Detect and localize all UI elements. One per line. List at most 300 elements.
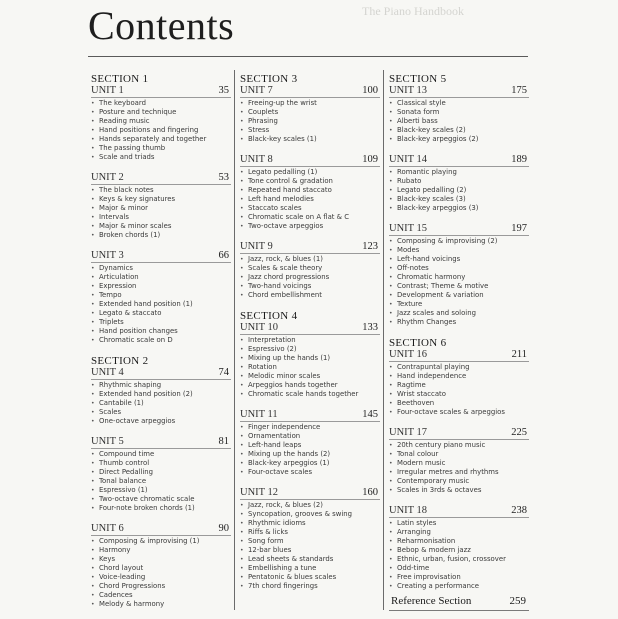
- topic-text: Expression: [99, 282, 137, 290]
- topic-item: [91, 231, 231, 240]
- bullet-icon: •: [91, 109, 95, 116]
- bullet-icon: •: [91, 205, 95, 212]
- unit-block: [91, 436, 231, 513]
- bullet-icon: •: [389, 451, 393, 458]
- bullet-icon: •: [91, 565, 95, 572]
- unit-number: UNIT 16: [389, 349, 428, 360]
- bullet-icon: •: [389, 400, 393, 407]
- unit-number: UNIT 13: [389, 85, 428, 96]
- topic-text: Latin styles: [397, 519, 437, 527]
- unit-number: UNIT 6: [91, 523, 124, 534]
- bullet-icon: •: [91, 601, 95, 608]
- bullet-icon: •: [389, 109, 393, 116]
- topic-text: Reharmonisation: [397, 537, 456, 545]
- topic-item: [240, 108, 380, 117]
- topic-text: Ornamentation: [248, 432, 301, 440]
- topic-item: [240, 423, 380, 432]
- bullet-icon: •: [389, 583, 393, 590]
- topic-list: [91, 264, 231, 345]
- bullet-icon: •: [91, 214, 95, 221]
- topic-text: Left-hand voicings: [397, 255, 461, 263]
- reference-section-page: 259: [509, 595, 526, 607]
- bullet-icon: •: [91, 478, 95, 485]
- topic-item: [389, 408, 529, 417]
- topic-text: Black-key scales (1): [248, 135, 317, 143]
- topic-text: Free improvisation: [397, 573, 461, 581]
- topic-list: [389, 168, 529, 213]
- bullet-icon: •: [240, 529, 244, 536]
- unit-header[interactable]: [240, 487, 380, 500]
- unit-block: [91, 85, 231, 162]
- topic-list: [240, 168, 380, 231]
- section-title: SECTION 6: [389, 337, 447, 349]
- unit-block: [389, 85, 529, 144]
- topic-item: [240, 432, 380, 441]
- topic-text: Interpretation: [248, 336, 296, 344]
- bullet-icon: •: [240, 382, 244, 389]
- topic-list: [91, 450, 231, 513]
- topic-text: Two-octave chromatic scale: [99, 495, 195, 503]
- unit-header[interactable]: [389, 223, 529, 236]
- bullet-icon: •: [91, 583, 95, 590]
- topic-item: [240, 519, 380, 528]
- topic-text: Two-hand voicings: [248, 282, 312, 290]
- bullet-icon: •: [240, 424, 244, 431]
- unit-number: UNIT 18: [389, 505, 428, 516]
- topic-item: [240, 372, 380, 381]
- topic-text: Repeated hand staccato: [248, 186, 332, 194]
- topic-text: Rhythmic idioms: [248, 519, 306, 527]
- topic-text: Two-octave arpeggios: [248, 222, 324, 230]
- topic-item: [389, 108, 529, 117]
- topic-text: Black-key arpeggios (1): [248, 459, 330, 467]
- topic-text: Irregular metres and rhythms: [397, 468, 499, 476]
- bullet-icon: •: [389, 529, 393, 536]
- bullet-icon: •: [240, 565, 244, 572]
- bullet-icon: •: [389, 310, 393, 317]
- topic-item: [91, 417, 231, 426]
- unit-block: [91, 172, 231, 240]
- topic-item: [240, 135, 380, 144]
- topic-text: Extended hand position (2): [99, 390, 193, 398]
- bullet-icon: •: [91, 538, 95, 545]
- bullet-icon: •: [240, 364, 244, 371]
- topic-text: The keyboard: [99, 99, 146, 107]
- topic-item: [389, 195, 529, 204]
- bullet-icon: •: [91, 496, 95, 503]
- bullet-icon: •: [240, 433, 244, 440]
- bullet-icon: •: [91, 265, 95, 272]
- topic-item: [240, 255, 380, 264]
- bullet-icon: •: [91, 301, 95, 308]
- topic-item: [240, 468, 380, 477]
- topic-text: Bebop & modern jazz: [397, 546, 471, 554]
- topic-item: [91, 135, 231, 144]
- unit-block: [389, 427, 529, 495]
- topic-text: Espressivo (2): [248, 345, 297, 353]
- unit-header[interactable]: [91, 436, 231, 449]
- bullet-icon: •: [91, 310, 95, 317]
- unit-header[interactable]: [91, 367, 231, 380]
- topic-text: Composing & improvising (2): [397, 237, 498, 245]
- topic-text: Arranging: [397, 528, 431, 536]
- topic-text: Melody & harmony: [99, 600, 165, 608]
- topic-text: Contemporary music: [397, 477, 470, 485]
- topic-text: One-octave arpeggios: [99, 417, 176, 425]
- unit-header[interactable]: [240, 85, 380, 98]
- topic-item: [91, 327, 231, 336]
- topic-item: [91, 309, 231, 318]
- topic-item: [91, 477, 231, 486]
- unit-header[interactable]: [389, 85, 529, 98]
- unit-page-number: 35: [218, 85, 229, 96]
- topic-item: [91, 537, 231, 546]
- topic-item: [240, 336, 380, 345]
- bullet-icon: •: [389, 178, 393, 185]
- topic-text: Compound time: [99, 450, 155, 458]
- topic-item: [389, 318, 529, 327]
- unit-header[interactable]: [240, 241, 380, 254]
- topic-item: [91, 108, 231, 117]
- bullet-icon: •: [389, 196, 393, 203]
- bullet-icon: •: [389, 565, 393, 572]
- topic-item: [91, 495, 231, 504]
- topic-text: Extended hand position (1): [99, 300, 193, 308]
- topic-item: [91, 222, 231, 231]
- unit-number: UNIT 7: [240, 85, 273, 96]
- topic-text: Major & minor scales: [99, 222, 172, 230]
- bullet-icon: •: [389, 319, 393, 326]
- topic-item: [240, 222, 380, 231]
- bullet-icon: •: [389, 442, 393, 449]
- unit-header[interactable]: [389, 427, 529, 440]
- unit-header[interactable]: [240, 322, 380, 335]
- topic-item: [91, 282, 231, 291]
- topic-list: [389, 363, 529, 417]
- topic-text: Major & minor: [99, 204, 148, 212]
- topic-text: Creating a performance: [397, 582, 480, 590]
- topic-text: Black-key arpeggios (3): [397, 204, 479, 212]
- bullet-icon: •: [91, 592, 95, 599]
- bullet-icon: •: [240, 502, 244, 509]
- topic-text: Hand position changes: [99, 327, 178, 335]
- bullet-icon: •: [240, 178, 244, 185]
- topic-text: Left hand melodies: [248, 195, 314, 203]
- topic-text: Romantic playing: [397, 168, 457, 176]
- topic-item: [240, 528, 380, 537]
- topic-item: [389, 441, 529, 450]
- topic-text: Four-octave scales: [248, 468, 313, 476]
- bullet-icon: •: [91, 556, 95, 563]
- bullet-icon: •: [389, 373, 393, 380]
- topic-item: [389, 363, 529, 372]
- topic-item: [389, 564, 529, 573]
- unit-page-number: 100: [362, 85, 378, 96]
- unit-number: UNIT 17: [389, 427, 428, 438]
- section-title: SECTION 1: [91, 73, 149, 85]
- bullet-icon: •: [389, 547, 393, 554]
- topic-list: [389, 441, 529, 495]
- topic-text: Chord layout: [99, 564, 144, 572]
- topic-item: [389, 246, 529, 255]
- topic-item: [240, 441, 380, 450]
- topic-item: [240, 459, 380, 468]
- bullet-icon: •: [91, 400, 95, 407]
- unit-page-number: 175: [511, 85, 527, 96]
- bullet-icon: •: [389, 409, 393, 416]
- topic-text: Finger independence: [248, 423, 321, 431]
- bullet-icon: •: [389, 127, 393, 134]
- topic-text: Mixing up the hands (1): [248, 354, 331, 362]
- topic-item: [240, 501, 380, 510]
- topic-item: [240, 177, 380, 186]
- bullet-icon: •: [91, 154, 95, 161]
- topic-text: Hands separately and together: [99, 135, 207, 143]
- unit-header[interactable]: [240, 409, 380, 422]
- bullet-icon: •: [389, 247, 393, 254]
- topic-item: [389, 273, 529, 282]
- unit-block: [240, 487, 380, 591]
- topic-text: Chord Progressions: [99, 582, 166, 590]
- topic-item: [240, 510, 380, 519]
- unit-header[interactable]: [389, 505, 529, 518]
- column-divider: [383, 70, 384, 610]
- unit-header[interactable]: [240, 154, 380, 167]
- bullet-icon: •: [389, 469, 393, 476]
- topic-text: Cadences: [99, 591, 133, 599]
- topic-item: [389, 381, 529, 390]
- topic-item: [240, 381, 380, 390]
- topic-text: Tone control & gradation: [248, 177, 333, 185]
- column-divider: [234, 70, 235, 610]
- unit-page-number: 90: [218, 523, 229, 534]
- bullet-icon: •: [240, 118, 244, 125]
- topic-text: Odd-time: [397, 564, 430, 572]
- topic-item: [240, 363, 380, 372]
- unit-page-number: 189: [511, 154, 527, 165]
- topic-text: Composing & improvising (1): [99, 537, 200, 545]
- topic-item: [389, 459, 529, 468]
- topic-text: Rubato: [397, 177, 422, 185]
- topic-text: Melodic minor scales: [248, 372, 321, 380]
- topic-list: [240, 255, 380, 300]
- unit-number: UNIT 14: [389, 154, 428, 165]
- bullet-icon: •: [91, 292, 95, 299]
- topic-item: [91, 381, 231, 390]
- bullet-icon: •: [240, 442, 244, 449]
- bullet-icon: •: [91, 187, 95, 194]
- unit-header[interactable]: [389, 349, 529, 362]
- topic-text: Black-key scales (2): [397, 126, 466, 134]
- topic-text: Syncopation, grooves & swing: [248, 510, 353, 518]
- topic-item: [389, 168, 529, 177]
- topic-text: Ragtime: [397, 381, 426, 389]
- bullet-icon: •: [91, 136, 95, 143]
- topic-item: [389, 264, 529, 273]
- topic-item: [91, 117, 231, 126]
- bullet-icon: •: [240, 127, 244, 134]
- topic-text: Jazz, rock, & blues (2): [248, 501, 323, 509]
- topic-text: Scale and triads: [99, 153, 155, 161]
- topic-item: [91, 468, 231, 477]
- topic-text: 20th century piano music: [397, 441, 486, 449]
- bullet-icon: •: [91, 319, 95, 326]
- topic-item: [389, 450, 529, 459]
- bullet-icon: •: [91, 487, 95, 494]
- bullet-icon: •: [91, 127, 95, 134]
- topic-text: Tonal colour: [397, 450, 439, 458]
- contents-column-1: [91, 68, 231, 619]
- unit-block: [91, 523, 231, 609]
- topic-text: Lead sheets & standards: [248, 555, 334, 563]
- bullet-icon: •: [91, 196, 95, 203]
- topic-text: Black-key arpeggios (2): [397, 135, 479, 143]
- topic-item: [240, 264, 380, 273]
- bullet-icon: •: [389, 100, 393, 107]
- topic-text: Chromatic harmony: [397, 273, 466, 281]
- unit-block: [389, 349, 529, 417]
- bullet-icon: •: [240, 346, 244, 353]
- bullet-icon: •: [389, 169, 393, 176]
- unit-header[interactable]: [91, 85, 231, 98]
- topic-text: Texture: [397, 300, 423, 308]
- topic-item: [389, 519, 529, 528]
- topic-text: Direct Pedalling: [99, 468, 154, 476]
- topic-item: [389, 399, 529, 408]
- unit-page-number: 123: [362, 241, 378, 252]
- topic-list: [389, 237, 529, 327]
- unit-header[interactable]: [389, 154, 529, 167]
- topic-text: Legato pedalling (2): [397, 186, 467, 194]
- topic-item: [389, 537, 529, 546]
- topic-item: [240, 573, 380, 582]
- bullet-icon: •: [240, 109, 244, 116]
- bullet-icon: •: [91, 223, 95, 230]
- topic-item: [389, 126, 529, 135]
- topic-text: Contrapuntal playing: [397, 363, 470, 371]
- unit-number: UNIT 1: [91, 85, 124, 96]
- contents-column-3: [389, 68, 529, 601]
- topic-text: Scales: [99, 408, 122, 416]
- unit-page-number: 66: [218, 250, 229, 261]
- topic-item: [240, 117, 380, 126]
- topic-item: [91, 213, 231, 222]
- topic-item: [389, 468, 529, 477]
- section-title: SECTION 5: [389, 73, 447, 85]
- topic-item: [240, 291, 380, 300]
- bullet-icon: •: [91, 274, 95, 281]
- bullet-icon: •: [240, 292, 244, 299]
- topic-text: Rotation: [248, 363, 277, 371]
- bullet-icon: •: [240, 256, 244, 263]
- topic-item: [91, 264, 231, 273]
- topic-item: [240, 168, 380, 177]
- topic-text: Jazz scales and soloing: [397, 309, 476, 317]
- topic-item: [91, 273, 231, 282]
- bullet-icon: •: [240, 274, 244, 281]
- unit-header[interactable]: [91, 172, 231, 185]
- bullet-icon: •: [240, 214, 244, 221]
- bullet-icon: •: [91, 283, 95, 290]
- unit-block: [389, 154, 529, 213]
- topic-text: Pentatonic & blues scales: [248, 573, 337, 581]
- topic-item: [91, 336, 231, 345]
- bullet-icon: •: [91, 505, 95, 512]
- bullet-icon: •: [240, 223, 244, 230]
- topic-text: Freeing-up the wrist: [248, 99, 317, 107]
- topic-item: [389, 186, 529, 195]
- topic-text: Jazz chord progressions: [248, 273, 330, 281]
- topic-item: [91, 459, 231, 468]
- unit-number: UNIT 9: [240, 241, 273, 252]
- unit-page-number: 133: [362, 322, 378, 333]
- unit-page-number: 74: [218, 367, 229, 378]
- unit-header[interactable]: [91, 250, 231, 263]
- unit-header[interactable]: [91, 523, 231, 536]
- topic-item: [91, 153, 231, 162]
- unit-number: UNIT 3: [91, 250, 124, 261]
- topic-item: [91, 486, 231, 495]
- unit-block: [389, 505, 529, 591]
- topic-item: [91, 546, 231, 555]
- topic-text: Chord embellishment: [248, 291, 322, 299]
- unit-number: UNIT 11: [240, 409, 278, 420]
- topic-text: Ethnic, urban, fusion, crossover: [397, 555, 506, 563]
- topic-text: Broken chords (1): [99, 231, 161, 239]
- topic-text: Classical style: [397, 99, 446, 107]
- reference-section-entry[interactable]: [391, 595, 526, 607]
- topic-item: [389, 237, 529, 246]
- topic-item: [240, 99, 380, 108]
- topic-item: [91, 399, 231, 408]
- topic-list: [91, 99, 231, 162]
- bullet-icon: •: [389, 118, 393, 125]
- topic-item: [240, 564, 380, 573]
- bullet-icon: •: [389, 265, 393, 272]
- topic-text: Mixing up the hands (2): [248, 450, 331, 458]
- unit-number: UNIT 5: [91, 436, 124, 447]
- bullet-icon: •: [389, 460, 393, 467]
- topic-text: Articulation: [99, 273, 139, 281]
- topic-text: Chromatic scale hands together: [248, 390, 359, 398]
- topic-list: [240, 336, 380, 399]
- unit-block: [240, 322, 380, 399]
- bullet-icon: •: [91, 451, 95, 458]
- bullet-icon: •: [91, 100, 95, 107]
- topic-text: Hand positions and fingering: [99, 126, 199, 134]
- topic-text: Harmony: [99, 546, 131, 554]
- topic-text: Alberti bass: [397, 117, 438, 125]
- topic-item: [91, 591, 231, 600]
- topic-text: 12-bar blues: [248, 546, 292, 554]
- topic-text: Keys & key signatures: [99, 195, 176, 203]
- bullet-icon: •: [91, 391, 95, 398]
- title-rule: [88, 56, 528, 57]
- topic-text: Modern music: [397, 459, 446, 467]
- topic-list: [91, 186, 231, 240]
- topic-text: 7th chord fingerings: [248, 582, 318, 590]
- topic-item: [389, 477, 529, 486]
- topic-text: Scales in 3rds & octaves: [397, 486, 482, 494]
- topic-list: [91, 537, 231, 609]
- topic-item: [240, 204, 380, 213]
- unit-number: UNIT 10: [240, 322, 279, 333]
- unit-block: [240, 154, 380, 231]
- bullet-icon: •: [389, 136, 393, 143]
- bullet-icon: •: [240, 583, 244, 590]
- topic-item: [91, 555, 231, 564]
- topic-item: [389, 486, 529, 495]
